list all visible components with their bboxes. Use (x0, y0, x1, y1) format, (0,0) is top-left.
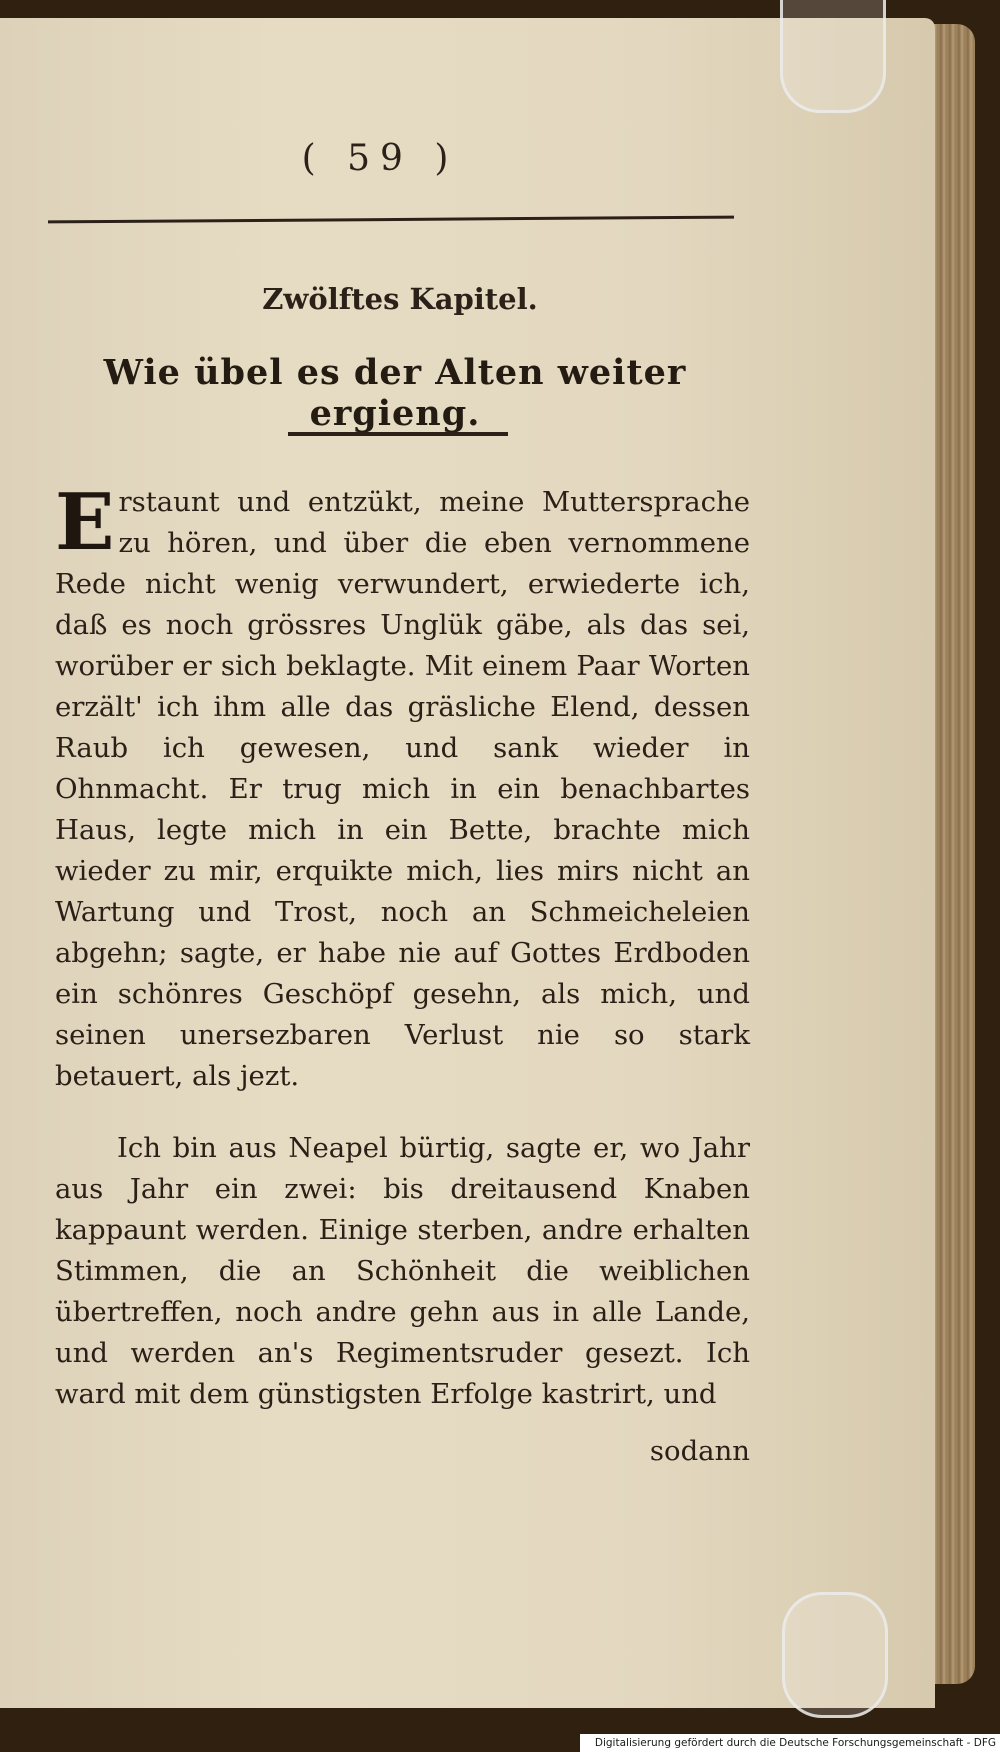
page-number: ( 59 ) (301, 138, 459, 179)
chapter-heading: Wie übel es der Alten weiter ergieng. (103, 352, 687, 434)
drop-cap: E (55, 477, 115, 568)
paragraph-2: Ich bin aus Neapel bürtig, sagte er, wo Jahr aus Jahr ein zwei: bis dreitausend Knaben kappaunt werden. Einige sterben, andre erhalten Stimmen, die an Schönheit die weiblichen übertreffen, noch andre gehn aus in alle Lande, und werden an's Regimentsruder gesezt. Ich ward mit dem günstigsten Erfolge kastrirt, und (55, 1132, 750, 1410)
catchword: sodann (649, 1435, 750, 1467)
page-clip-top (780, 0, 886, 113)
heading-rule (288, 432, 508, 436)
chapter-title: Zwölftes Kapitel. (262, 282, 538, 316)
paragraph-1 (55, 477, 750, 1097)
digitization-footer: Digitalisierung gefördert durch die Deutsche Forschungsgemeinschaft - DFG (580, 1734, 1000, 1752)
page-clip-bottom (782, 1592, 888, 1718)
paragraph-1-text: rstaunt und entzükt, meine Muttersprache zu hören, und über die eben vernommene Rede nicht wenig verwundert, erwiederte ich, daß es noch grössres Unglük gäbe, als das sei, worüber er sich beklagte. Mit einem Paar Worten erzält' ich ihm alle das gräsliche Elend, dessen Raub ich gewesen, und sank wieder in Ohnmacht. Er trug mich in ein benachbartes Haus, legte mich in ein Bette, brachte mich wieder zu mir, erquikte mich, lies mirs nicht an Wartung und Trost, noch an Schmeicheleien abgehn; sagte, er habe nie auf Gottes Erdboden ein schönres Geschöpf gesehn, als mich, und seinen unersezbaren Verlust nie so stark betauert, als jezt. (55, 486, 750, 1092)
